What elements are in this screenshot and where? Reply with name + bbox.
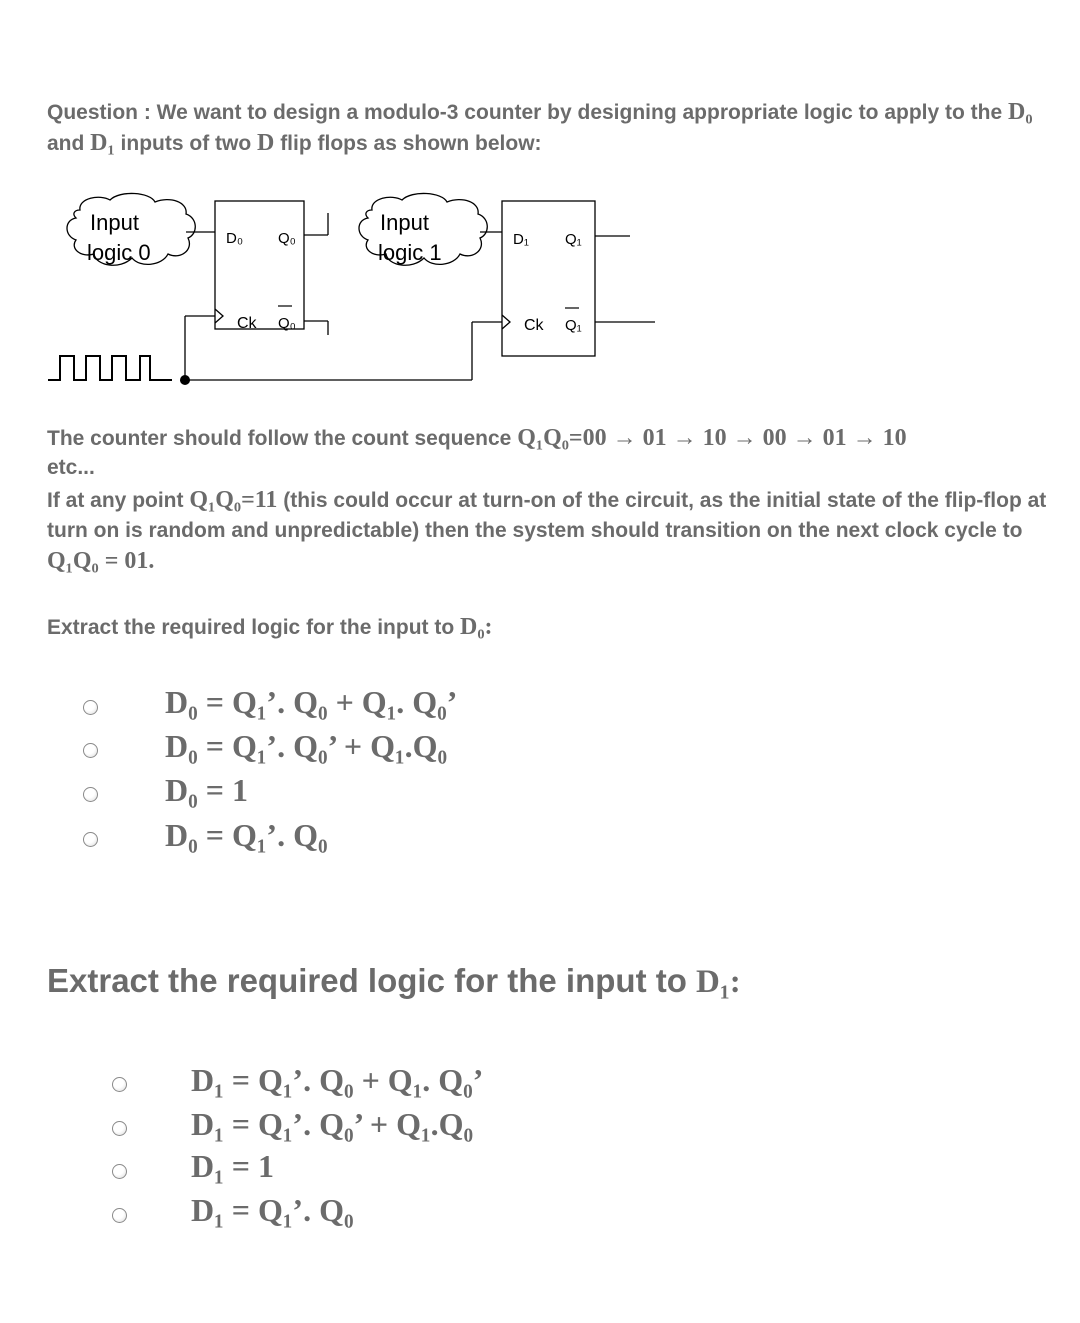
ff1-qbar-label: Q₁	[565, 317, 582, 334]
ff0-qbar-label: Q₀	[278, 315, 296, 332]
radio-button[interactable]	[83, 700, 98, 715]
ff0-d-label: D₀	[226, 230, 244, 247]
question-text: Question : We want to design a modulo-3 counter by designing appropriate logic to apply to the D₀ and D₁ inputs of two D flip flops as shown below:	[47, 99, 1033, 156]
clock-junction-dot	[180, 375, 190, 385]
ff0-q-label: Q₀	[278, 230, 296, 247]
radio-button[interactable]	[83, 743, 98, 758]
flip-flop-0	[215, 201, 304, 329]
radio-button[interactable]	[83, 787, 98, 802]
ff0-ck-label: Ck	[237, 315, 257, 332]
part1-prompt: Extract the required logic for the input to D₀:	[47, 614, 493, 640]
sequence-text: The counter should follow the count sequence Q₁Q₀=00 → 01 → 10 → 00 → 01 → 10 etc...	[47, 425, 907, 479]
cloud0-line1: Input	[90, 210, 139, 235]
flip-flop-circuit-diagram	[40, 190, 680, 400]
radio-button[interactable]	[112, 1077, 127, 1092]
radio-button[interactable]	[112, 1164, 127, 1179]
cloud1-line2: logic 1	[378, 240, 442, 265]
condition-text: If at any point Q₁Q₀=11 (this could occur at turn-on of the circuit, as the initial state of the flip-flop at turn on is random and unpredictable) then the system should transition on the next clock cycle to Q₁Q₀ = 01.	[47, 487, 1047, 574]
ff1-d-label: D₁	[513, 231, 529, 248]
ff1-ck-label: Ck	[524, 317, 544, 334]
cloud1-line1: Input	[380, 210, 429, 235]
ff1-q-label: Q₁	[565, 231, 582, 248]
question-label: Question :	[47, 101, 151, 124]
radio-button[interactable]	[112, 1121, 127, 1136]
cloud0-line2: logic 0	[87, 240, 151, 265]
radio-button[interactable]	[112, 1208, 127, 1223]
part2-prompt: Extract the required logic for the input to D₁:	[47, 962, 741, 1000]
radio-button[interactable]	[83, 832, 98, 847]
sequence-formula: Q₁Q₀=00 → 01 → 10 → 00 → 01 → 10	[517, 425, 907, 451]
clock-waveform	[48, 356, 172, 380]
